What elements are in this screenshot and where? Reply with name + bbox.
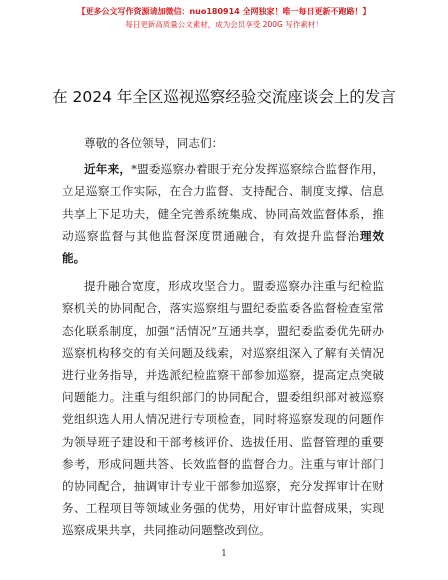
promo-banner-line-1: 【更多公文写作资源请加微信：nuo180914 全网独家！唯一每日更新不跑路！】	[77, 7, 371, 16]
page-number: 1	[221, 549, 227, 559]
paragraph-1-lead: 近年来，	[84, 162, 132, 177]
paragraph-1	[62, 158, 384, 269]
document-body	[62, 132, 384, 542]
paragraph-1-text: *盟委巡察办着眼于充分发挥巡察综合监督作用，立足巡察工作实际，在合力监督、支持配合、制度支撑、信息共享上下足功夫，健全完善系统集成、协同高效监督体系，推动巡察监督与其他监督深度贯通融合，有效提升监督治	[62, 162, 384, 243]
salutation: 尊敬的各位领导，同志们：	[84, 136, 224, 150]
document-title: 在 2024 年全区巡视巡察经验交流座谈会上的发言	[52, 88, 396, 106]
promo-banner	[0, 6, 448, 30]
paragraph-1-tail: 理效能。	[62, 228, 384, 266]
promo-banner-line-2: 每日更新高质量公文素材，成为会员享受 200G 写作素材！	[125, 20, 323, 29]
paragraph-2: 提升融合宽度，形成攻坚合力。盟委巡察办注重与纪检监察机关的协同配合，落实巡察组与盟纪委监委各监督检查室常态化联系制度，加强“活情况”互通共享，盟纪委监委优先研办巡察机构移交的有关问题及线索，对巡察组深入了解有关情况进行业务指导，并选派纪检监察干部参加巡察，提高定点突破问题能力。注重与组织部门的协同配合，盟委组织部对被巡察党组织选人用人情况进行专项检查，同时将巡察发现的问题作为领导班子建设和干部考核评价、选拔任用、监督管理的重要参考，形成问题共答、长效监督的监督合力。注重与审计部门的协同配合，抽调审计专业干部参加巡察，充分发挥审计在财务、工程项目等领域业务强的优势，用好审计监督成果，实现巡察成果共享，共同推动问题整改到位。	[62, 279, 384, 538]
